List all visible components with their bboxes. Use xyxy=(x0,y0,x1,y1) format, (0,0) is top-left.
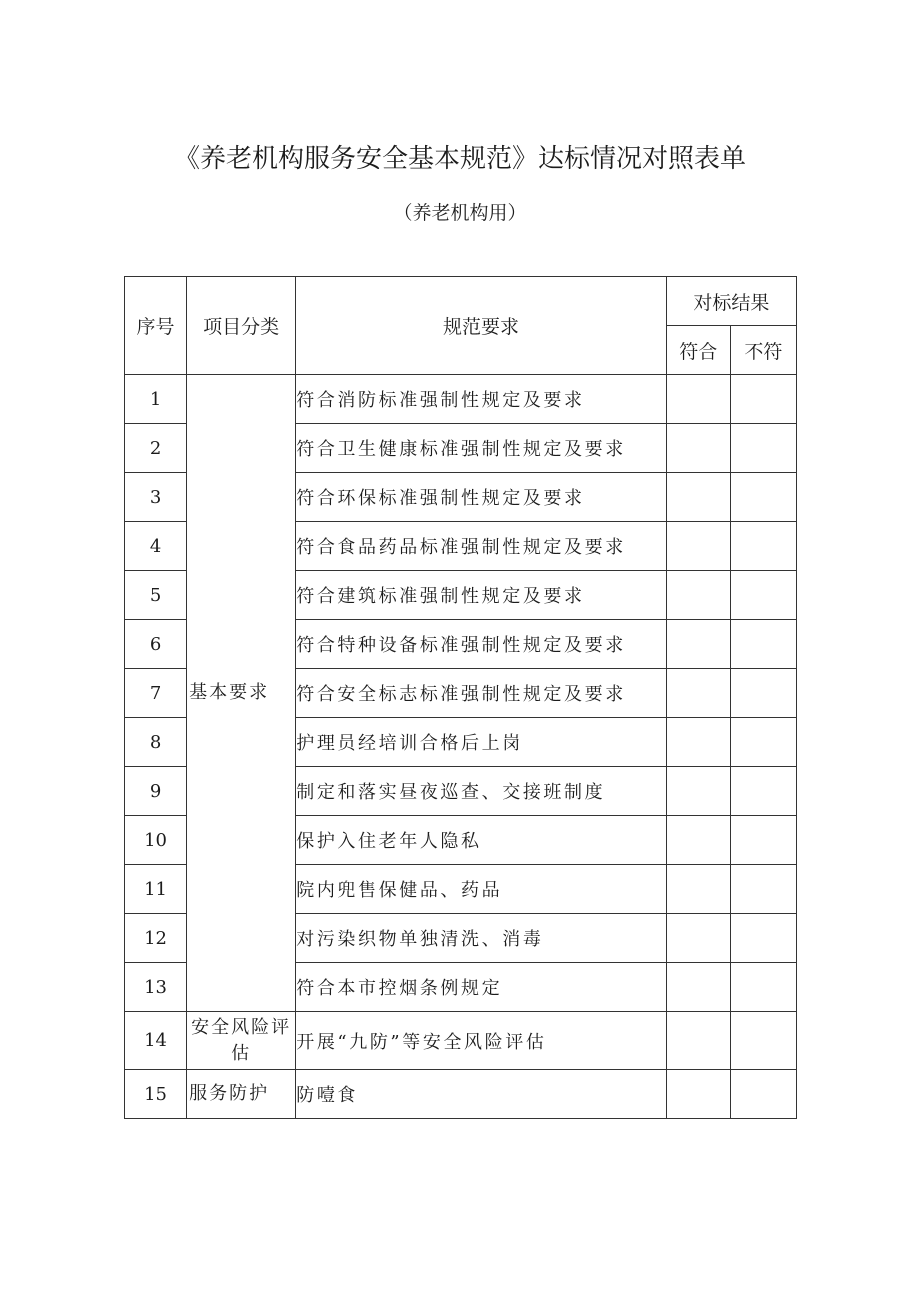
header-seq: 序号 xyxy=(125,277,187,375)
row-requirement: 防噎食 xyxy=(296,1070,667,1119)
row-seq: 13 xyxy=(125,963,187,1012)
table-row xyxy=(125,1070,797,1119)
row-seq: 15 xyxy=(125,1070,187,1119)
category-service: 服务防护 xyxy=(187,1070,296,1119)
not-comply-cell[interactable] xyxy=(730,914,796,963)
comply-cell[interactable] xyxy=(666,1070,730,1119)
row-requirement: 符合卫生健康标准强制性规定及要求 xyxy=(296,424,667,473)
row-seq: 3 xyxy=(125,473,187,522)
comply-cell[interactable] xyxy=(666,1012,730,1070)
not-comply-cell[interactable] xyxy=(730,1070,796,1119)
comply-cell[interactable] xyxy=(666,620,730,669)
not-comply-cell[interactable] xyxy=(730,571,796,620)
table-row xyxy=(125,1012,797,1070)
row-requirement: 保护入住老年人隐私 xyxy=(296,816,667,865)
comply-cell[interactable] xyxy=(666,816,730,865)
comply-cell[interactable] xyxy=(666,865,730,914)
compliance-table xyxy=(124,276,797,1119)
comply-cell[interactable] xyxy=(666,914,730,963)
row-requirement: 符合消防标准强制性规定及要求 xyxy=(296,375,667,424)
row-requirement: 符合建筑标准强制性规定及要求 xyxy=(296,571,667,620)
comply-cell[interactable] xyxy=(666,669,730,718)
row-requirement: 符合安全标志标准强制性规定及要求 xyxy=(296,669,667,718)
not-comply-cell[interactable] xyxy=(730,865,796,914)
row-seq: 12 xyxy=(125,914,187,963)
table-header-row xyxy=(125,277,797,326)
not-comply-cell[interactable] xyxy=(730,375,796,424)
comply-cell[interactable] xyxy=(666,424,730,473)
document-subtitle: （养老机构用） xyxy=(393,202,527,224)
row-seq: 2 xyxy=(125,424,187,473)
row-seq: 5 xyxy=(125,571,187,620)
row-requirement: 符合食品药品标准强制性规定及要求 xyxy=(296,522,667,571)
not-comply-cell[interactable] xyxy=(730,424,796,473)
document-title: 《养老机构服务安全基本规范》达标情况对照表单 xyxy=(173,144,746,174)
comply-cell[interactable] xyxy=(666,718,730,767)
row-seq: 10 xyxy=(125,816,187,865)
category-basic: 基本要求 xyxy=(187,375,296,1012)
row-requirement: 护理员经培训合格后上岗 xyxy=(296,718,667,767)
row-seq: 14 xyxy=(125,1012,187,1070)
header-comply: 符合 xyxy=(666,326,730,375)
comply-cell[interactable] xyxy=(666,375,730,424)
row-seq: 1 xyxy=(125,375,187,424)
row-requirement: 符合环保标准强制性规定及要求 xyxy=(296,473,667,522)
not-comply-cell[interactable] xyxy=(730,1012,796,1070)
header-result: 对标结果 xyxy=(666,277,796,326)
not-comply-cell[interactable] xyxy=(730,473,796,522)
not-comply-cell[interactable] xyxy=(730,767,796,816)
comply-cell[interactable] xyxy=(666,963,730,1012)
not-comply-cell[interactable] xyxy=(730,816,796,865)
row-requirement: 符合本市控烟条例规定 xyxy=(296,963,667,1012)
not-comply-cell[interactable] xyxy=(730,718,796,767)
header-not-comply: 不符 xyxy=(730,326,796,375)
row-seq: 9 xyxy=(125,767,187,816)
row-seq: 8 xyxy=(125,718,187,767)
not-comply-cell[interactable] xyxy=(730,669,796,718)
header-category: 项目分类 xyxy=(187,277,296,375)
not-comply-cell[interactable] xyxy=(730,963,796,1012)
not-comply-cell[interactable] xyxy=(730,620,796,669)
comply-cell[interactable] xyxy=(666,767,730,816)
table-row xyxy=(125,375,797,424)
row-requirement: 对污染织物单独清洗、消毒 xyxy=(296,914,667,963)
row-requirement: 开展“九防”等安全风险评估 xyxy=(296,1012,667,1070)
category-risk: 安全风险评估 xyxy=(187,1012,296,1070)
row-seq: 7 xyxy=(125,669,187,718)
row-requirement: 院内兜售保健品、药品 xyxy=(296,865,667,914)
comply-cell[interactable] xyxy=(666,571,730,620)
row-requirement: 符合特种设备标准强制性规定及要求 xyxy=(296,620,667,669)
comply-cell[interactable] xyxy=(666,473,730,522)
not-comply-cell[interactable] xyxy=(730,522,796,571)
comply-cell[interactable] xyxy=(666,522,730,571)
row-seq: 6 xyxy=(125,620,187,669)
header-requirement: 规范要求 xyxy=(296,277,667,375)
row-seq: 11 xyxy=(125,865,187,914)
row-requirement: 制定和落实昼夜巡查、交接班制度 xyxy=(296,767,667,816)
row-seq: 4 xyxy=(125,522,187,571)
